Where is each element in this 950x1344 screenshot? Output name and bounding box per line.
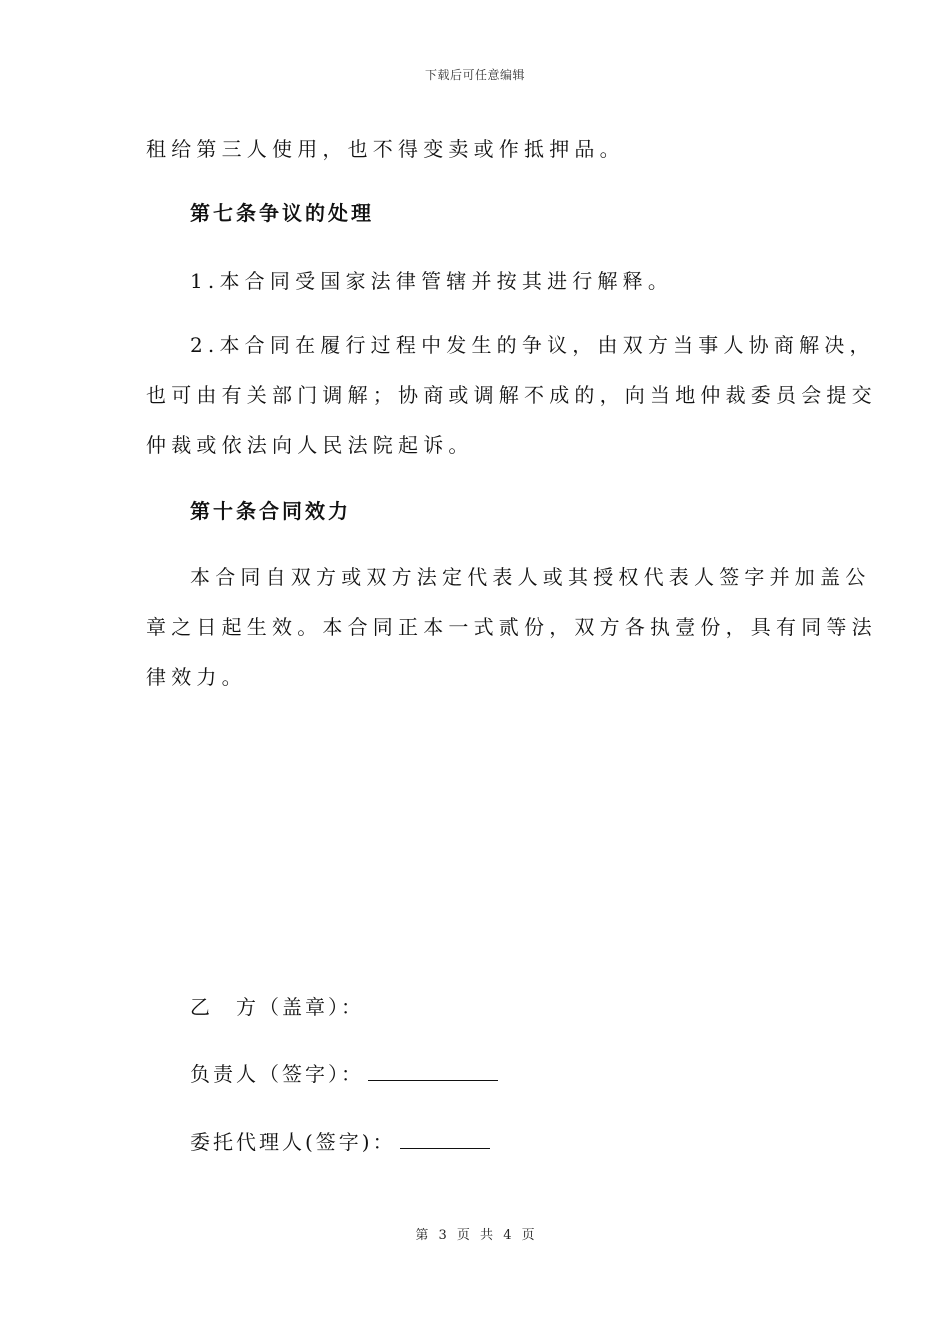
article-7-item-2-line-1: 2.本合同在履行过程中发生的争议，由双方当事人协商解决， <box>190 333 875 357</box>
responsible-signature-blank <box>368 1056 498 1081</box>
article-10-line-1: 本合同自双方或双方法定代表人或其授权代表人签字并加盖公 <box>190 565 871 589</box>
page-number: 第 3 页 共 4 页 <box>415 1228 535 1243</box>
responsible-signature-row <box>190 1056 498 1089</box>
page-header: 下载后可任意编辑 <box>424 68 525 82</box>
paragraph-continuation: 租给第三人使用，也不得变卖或作抵押品。 <box>146 137 625 161</box>
agent-signature-blank <box>400 1124 490 1149</box>
agent-signature-label: 委托代理人(签字)： <box>190 1130 396 1154</box>
article-7-item-1: 1.本合同受国家法律管辖并按其进行解释。 <box>190 269 674 293</box>
responsible-signature-label: 负责人（签字）： <box>190 1062 364 1086</box>
article-7-item-2-line-3: 仲裁或依法向人民法院起诉。 <box>146 433 474 457</box>
article-7-item-2-line-2: 也可由有关部门调解；协商或调解不成的，向当地仲裁委员会提交 <box>146 383 877 407</box>
article-7-title: 第七条争议的处理 <box>190 201 374 225</box>
article-10-title: 第十条合同效力 <box>190 499 351 523</box>
agent-signature-row <box>190 1124 490 1157</box>
party-b-seal-label: 乙 方（盖章）： <box>190 995 364 1019</box>
article-10-line-3: 律效力。 <box>146 665 247 689</box>
article-10-line-2: 章之日起生效。本合同正本一式贰份，双方各执壹份，具有同等法 <box>146 615 877 639</box>
